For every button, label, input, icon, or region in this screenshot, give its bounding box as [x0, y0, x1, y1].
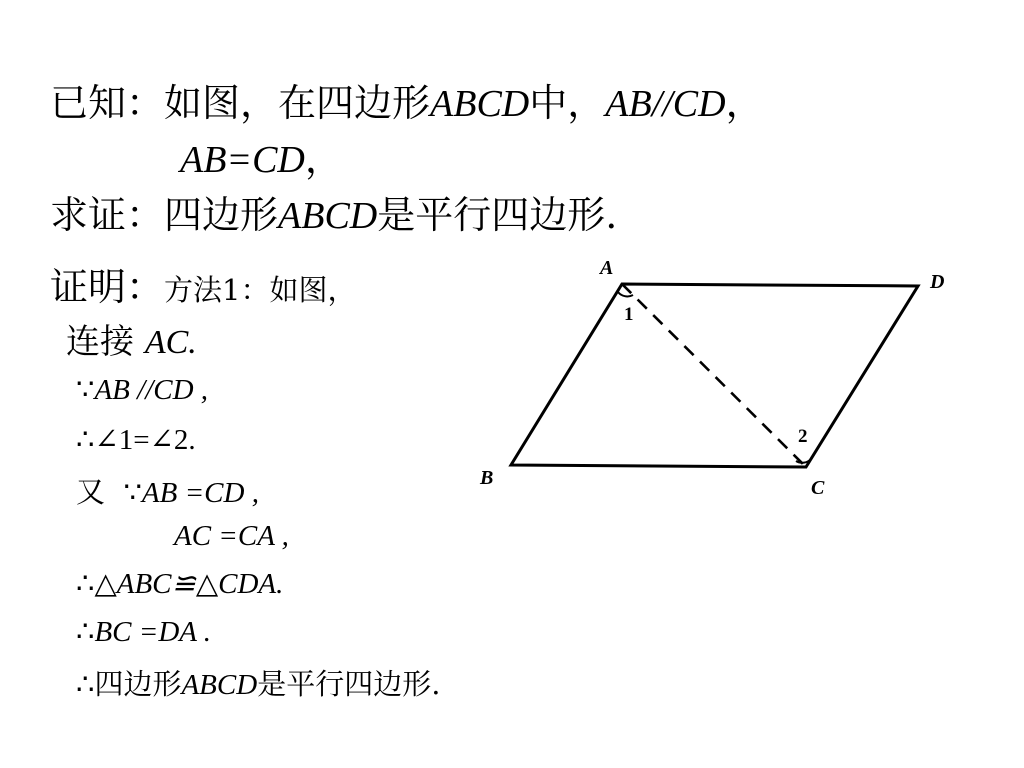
step-2-text: ∠1=∠2.: [94, 424, 196, 456]
connect-text: 连接: [66, 322, 134, 362]
step-4-text: AC =CA ,: [174, 520, 289, 552]
proof-method: 方法1：如图，: [164, 273, 357, 307]
proof-step-7: [76, 662, 440, 703]
proof-header: [50, 256, 356, 311]
angle-2-label: 2: [798, 426, 808, 447]
prove-text-2: 是平行四边形.: [377, 193, 618, 237]
because-symbol: ∵: [123, 477, 142, 509]
proof-label: 证明：: [50, 265, 165, 309]
given-text-2: 中，: [529, 81, 606, 125]
prove-label: 求证：: [50, 193, 165, 237]
proof-connect: [66, 314, 197, 363]
step-7-text-1: 四边形: [94, 667, 182, 701]
therefore-symbol: ∴: [76, 669, 95, 701]
given-equal: AB=CD: [180, 139, 305, 181]
parallelogram-diagram: [470, 250, 970, 500]
therefore-symbol: ∴: [76, 424, 95, 456]
therefore-symbol: ∴: [76, 616, 95, 648]
vertex-a-label: A: [600, 257, 614, 279]
prove-line: [50, 184, 617, 239]
proof-step-3: [76, 470, 259, 511]
step-7-text-2: 是平行四边形.: [257, 667, 441, 701]
given-line-2: [180, 128, 343, 183]
prove-text-1: 四边形: [164, 193, 279, 237]
vertex-b-label: B: [480, 467, 494, 489]
given-quadrilateral: ABCD: [430, 83, 530, 125]
given-comma-2: ，: [304, 137, 343, 181]
diagonal-ac: [622, 284, 806, 467]
connect-segment: AC.: [144, 324, 197, 361]
given-label: 已知：: [50, 81, 165, 125]
step-7-quadrilateral: ABCD: [181, 669, 258, 701]
proof-step-5: [76, 566, 283, 601]
therefore-symbol: ∴: [76, 568, 95, 600]
parallelogram-abcd: [511, 284, 918, 467]
angle-1-label: 1: [624, 304, 634, 325]
given-line-1: [50, 72, 764, 127]
step-3-prefix: 又: [76, 475, 106, 509]
proof-step-1: [76, 372, 208, 407]
step-6-text: BC =DA .: [94, 616, 211, 648]
step-1-text: AB //CD ,: [94, 374, 209, 406]
prove-quadrilateral: ABCD: [278, 195, 378, 237]
because-symbol: ∵: [76, 374, 95, 406]
vertex-c-label: C: [811, 477, 825, 499]
given-text-1: 如图，在四边形: [164, 81, 431, 125]
given-parallel: AB//CD: [605, 83, 726, 125]
proof-step-2: [76, 422, 196, 457]
given-comma-1: ，: [725, 81, 764, 125]
vertex-d-label: D: [930, 271, 945, 293]
step-5-text: △ABC≌△CDA.: [94, 568, 284, 600]
proof-step-4: [174, 518, 289, 553]
proof-step-6: [76, 614, 211, 649]
step-3-text: AB =CD ,: [141, 477, 259, 509]
